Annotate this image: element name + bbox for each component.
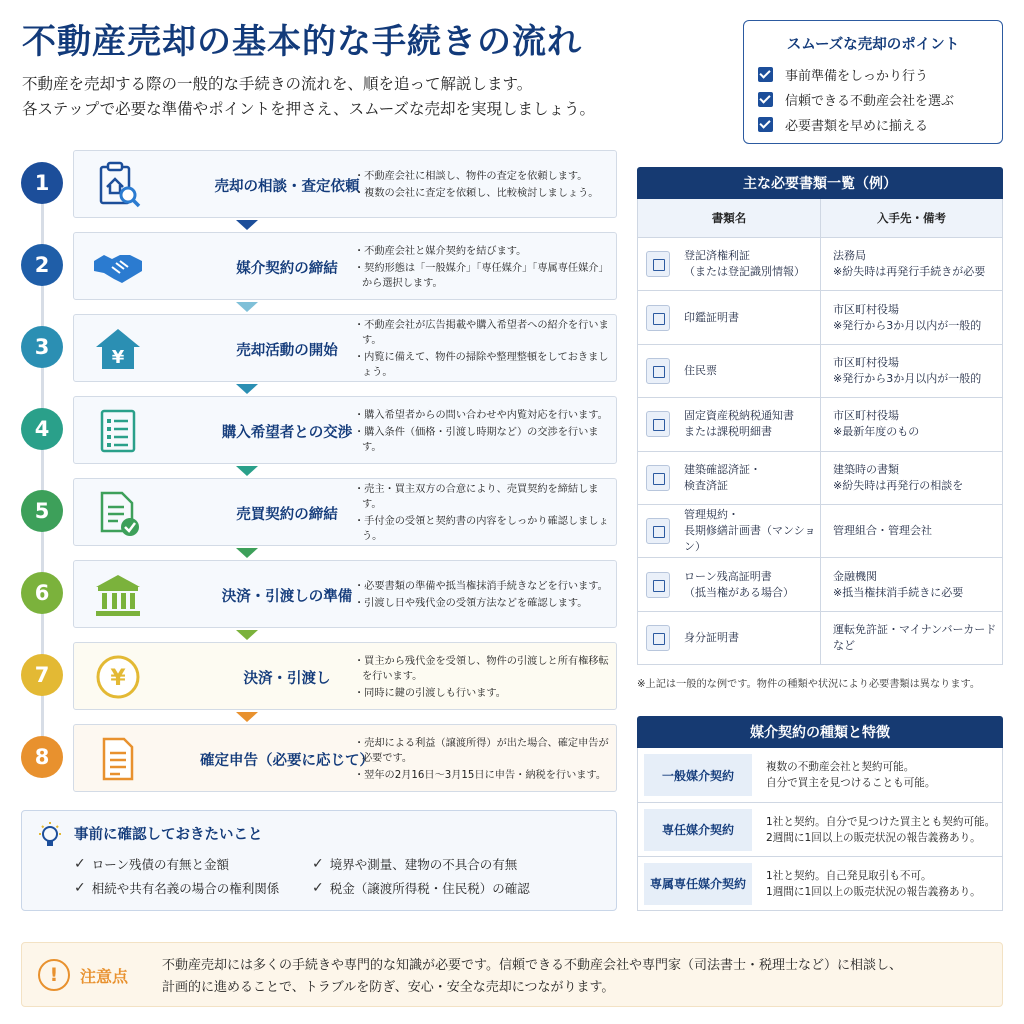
step-card-3 bbox=[73, 314, 617, 382]
document-source-line: ※発行から3か月以内が一般的 bbox=[833, 371, 982, 385]
document-source-line: ※発行から3か月以内が一般的 bbox=[833, 318, 982, 332]
pre-check-title: 事前に確認しておきたいこと bbox=[74, 827, 263, 843]
pre-check-item bbox=[74, 879, 279, 897]
step-number-5: 5 bbox=[21, 490, 63, 532]
column-header-source: 入手先・備考 bbox=[877, 211, 946, 225]
check-icon: ✓ bbox=[312, 880, 324, 896]
step-title: 売却活動の開始 bbox=[236, 342, 338, 359]
step-desc-line: ・内覧に備えて、物件の掃除や整理整頓をしておきましょう。 bbox=[354, 352, 609, 378]
document-name-line: 検査済証 bbox=[684, 478, 728, 492]
table-row bbox=[638, 290, 1002, 343]
arrow-down-icon bbox=[236, 548, 258, 558]
pre-check-item-label: ローン残債の有無と金額 bbox=[91, 857, 229, 872]
step-number-8: 8 bbox=[21, 736, 63, 778]
step-title: 決済・引渡し bbox=[243, 670, 331, 687]
agreement-type-desc-line: 1週間に1回以上の販売状況の報告義務あり。 bbox=[766, 885, 981, 898]
agreement-type-name: 専任媒介契約 bbox=[644, 809, 752, 851]
step-description bbox=[354, 725, 616, 793]
table-row bbox=[638, 802, 1002, 856]
document-check-icon bbox=[92, 487, 144, 539]
documents-note: ※上記は一般的な例です。物件の種類や状況により必要書類は異なります。 bbox=[637, 679, 981, 691]
check-icon: ✓ bbox=[74, 880, 86, 896]
agreement-types-title: 媒介契約の種類と特徴 bbox=[637, 716, 1003, 748]
agreement-type-desc-line: 1社と契約。自分で見つけた買主とも契約可能。 bbox=[766, 815, 996, 828]
checklist-icon bbox=[92, 405, 144, 457]
caution-line: 不動産売却には多くの手続きや専門的な知識が必要です。信頼できる不動産会社や専門家（司法書士・税理士など）に相談し、 bbox=[162, 958, 902, 973]
pre-check-item bbox=[312, 855, 517, 873]
page-title: 不動産売却の基本的な手続きの流れ bbox=[22, 22, 582, 62]
step-desc-line: ・引渡し日や残代金の受領方法などを確認します。 bbox=[354, 598, 588, 609]
step-desc-line: ・複数の会社に査定を依頼し、比較検討しましょう。 bbox=[354, 188, 599, 199]
document-name-line: ローン残高証明書 bbox=[684, 569, 772, 583]
pre-check-item-label: 税金（譲渡所得税・住民税）の確認 bbox=[329, 881, 530, 896]
agreement-type-description bbox=[758, 748, 1002, 802]
step-card-1 bbox=[73, 150, 617, 218]
document-source-line: 運転免許証・マイナンバーカード bbox=[833, 622, 997, 636]
agreement-types-table bbox=[637, 748, 1003, 911]
table-row bbox=[638, 856, 1002, 910]
step-desc-line: ・同時に鍵の引渡しも行います。 bbox=[354, 687, 506, 699]
points-item bbox=[758, 87, 988, 112]
agreement-type-name: 一般媒介契約 bbox=[644, 754, 752, 796]
agreement-type-description bbox=[758, 803, 1002, 856]
document-name-cell bbox=[638, 612, 821, 664]
step-card-4 bbox=[73, 396, 617, 464]
check-icon: ✓ bbox=[74, 856, 86, 872]
lightbulb-icon bbox=[36, 821, 64, 851]
documents-header-row bbox=[638, 199, 1002, 237]
step-number-6: 6 bbox=[21, 572, 63, 614]
table-row bbox=[638, 397, 1002, 450]
document-source-cell bbox=[821, 558, 1002, 610]
step-number-3: 3 bbox=[21, 326, 63, 368]
table-row bbox=[638, 451, 1002, 504]
caution-text bbox=[162, 955, 902, 999]
document-name-line: 印鑑証明書 bbox=[684, 310, 739, 324]
points-item bbox=[758, 112, 988, 137]
document-name-cell bbox=[638, 452, 821, 504]
step-number-7: 7 bbox=[21, 654, 63, 696]
document-source-line: ※紛失時は再発行手続きが必要 bbox=[833, 265, 986, 279]
step-description bbox=[354, 479, 616, 547]
step-desc-line: ・売却による利益（譲渡所得）が出た場合、確定申告が必要です。 bbox=[354, 737, 609, 764]
clipboard-house-search-icon bbox=[92, 159, 144, 211]
document-source-line: ※抵当権抹消手続きに必要 bbox=[833, 585, 964, 599]
handshake-icon bbox=[92, 241, 144, 293]
bank-icon bbox=[92, 569, 144, 621]
step-description bbox=[354, 643, 616, 711]
smooth-sale-points-box bbox=[743, 20, 1003, 144]
arrow-down-icon bbox=[236, 466, 258, 476]
agreement-types-section bbox=[637, 716, 1003, 911]
table-row bbox=[638, 237, 1002, 290]
svg-text:¥: ¥ bbox=[111, 347, 125, 368]
documents-table bbox=[637, 199, 1003, 665]
document-source-line: ※最新年度のもの bbox=[833, 425, 920, 439]
page-subtitle bbox=[22, 72, 595, 122]
document-icon bbox=[646, 251, 670, 277]
step-card-8 bbox=[73, 724, 617, 792]
document-source-line: 市区町村役場 bbox=[833, 355, 899, 369]
required-documents-section bbox=[637, 167, 1003, 690]
step-title: 決済・引渡しの準備 bbox=[221, 588, 353, 605]
agreement-type-name: 専属専任媒介契約 bbox=[644, 863, 752, 905]
table-row bbox=[638, 504, 1002, 557]
document-name-line: または課税明細書 bbox=[684, 425, 772, 439]
exclamation-icon: ! bbox=[38, 959, 70, 991]
points-title: スムーズな売却のポイント bbox=[786, 37, 960, 53]
document-source-cell bbox=[821, 291, 1002, 343]
document-name-line: （抵当権がある場合） bbox=[684, 585, 794, 599]
document-source-cell bbox=[821, 505, 1002, 557]
agreement-type-desc-line: 自分で買主を見つけることも可能。 bbox=[766, 777, 936, 789]
document-name-line: 長期修繕計画書（マンション） bbox=[684, 524, 816, 554]
step-desc-line: ・売主・買主双方の合意により、売買契約を締結します。 bbox=[354, 484, 599, 510]
yen-coin-icon bbox=[92, 651, 144, 703]
document-icon bbox=[646, 572, 670, 598]
document-source-line: 法務局 bbox=[833, 249, 866, 263]
document-name-cell bbox=[638, 558, 821, 610]
arrow-down-icon bbox=[236, 220, 258, 230]
document-name-line: 身分証明書 bbox=[684, 630, 739, 644]
house-yen-icon bbox=[92, 323, 144, 375]
step-desc-line: ・不動産会社と媒介契約を結びます。 bbox=[354, 245, 527, 257]
agreement-type-desc-line: 複数の不動産会社と契約可能。 bbox=[766, 761, 915, 773]
table-row bbox=[638, 611, 1002, 664]
pre-check-item bbox=[312, 879, 530, 897]
checkbox-icon bbox=[758, 92, 773, 107]
table-row bbox=[638, 748, 1002, 802]
pre-check-item-label: 境界や測量、建物の不具合の有無 bbox=[329, 857, 518, 872]
step-desc-line: ・購入希望者からの問い合わせや内覧対応を行います。 bbox=[354, 409, 608, 421]
step-card-6 bbox=[73, 560, 617, 628]
agreement-type-desc-line: 1社と契約。自己発見取引も不可。 bbox=[766, 869, 932, 882]
step-desc-line: ・契約形態は「一般媒介」「専任媒介」「専属専任媒介」から選択します。 bbox=[354, 262, 609, 289]
step-desc-line: ・翌年の2月16日〜3月15日に申告・納税を行います。 bbox=[354, 769, 607, 781]
agreement-type-name-cell bbox=[638, 803, 758, 856]
document-source-line: 市区町村役場 bbox=[833, 409, 899, 423]
document-name-line: 住民票 bbox=[684, 363, 717, 377]
svg-text:¥: ¥ bbox=[110, 666, 126, 691]
step-card-7 bbox=[73, 642, 617, 710]
arrow-down-icon bbox=[236, 384, 258, 394]
document-name-line: 固定資産税納税通知書 bbox=[684, 409, 794, 423]
step-desc-line: ・必要書類の準備や抵当権抹消手続きなどを行います。 bbox=[354, 581, 608, 592]
document-source-cell bbox=[821, 398, 1002, 450]
document-icon bbox=[646, 305, 670, 331]
documents-title: 主な必要書類一覧（例） bbox=[637, 167, 1003, 199]
step-desc-line: ・手付金の受領と契約書の内容をしっかり確認しましょう。 bbox=[354, 516, 609, 542]
table-row bbox=[638, 557, 1002, 610]
document-name-line: 建築確認済証・ bbox=[684, 462, 761, 476]
agreement-type-description bbox=[758, 857, 1002, 910]
step-desc-line: ・不動産会社が広告掲載や購入希望者への紹介を行います。 bbox=[354, 320, 609, 346]
arrow-down-icon bbox=[236, 630, 258, 640]
document-icon bbox=[646, 465, 670, 491]
subtitle-line: 不動産を売却する際の一般的な手続きの流れを、順を追って解説します。 bbox=[22, 75, 533, 93]
document-name-cell bbox=[638, 345, 821, 397]
document-source-line: ※紛失時は再発行の相談を bbox=[833, 478, 964, 492]
check-icon: ✓ bbox=[312, 856, 324, 872]
document-name-cell bbox=[638, 238, 821, 290]
table-row bbox=[638, 344, 1002, 397]
arrow-down-icon bbox=[236, 712, 258, 722]
document-source-cell bbox=[821, 452, 1002, 504]
document-source-cell bbox=[821, 238, 1002, 290]
document-source-line: 管理組合・管理会社 bbox=[833, 524, 932, 538]
document-source-cell bbox=[821, 612, 1002, 664]
column-header-name: 書類名 bbox=[638, 199, 821, 237]
step-description bbox=[354, 397, 616, 465]
step-desc-line: ・不動産会社に相談し、物件の査定を依頼します。 bbox=[354, 171, 588, 182]
document-name-cell bbox=[638, 291, 821, 343]
document-icon bbox=[646, 358, 670, 384]
agreement-type-desc-line: 2週間に1回以上の販売状況の報告義務あり。 bbox=[766, 831, 981, 844]
step-title: 購入希望者との交渉 bbox=[221, 424, 353, 441]
step-desc-line: ・購入条件（価格・引渡し時期など）の交渉を行います。 bbox=[354, 426, 599, 453]
document-icon bbox=[92, 733, 144, 785]
document-name-cell bbox=[638, 398, 821, 450]
agreement-type-name-cell bbox=[638, 857, 758, 910]
pre-check-item-label: 相続や共有名義の場合の権利関係 bbox=[91, 881, 280, 896]
document-source-line: 建築時の書類 bbox=[833, 462, 899, 476]
points-item-label: 信頼できる不動産会社を選ぶ bbox=[785, 94, 955, 109]
step-description bbox=[354, 561, 616, 629]
pre-check-item bbox=[74, 855, 229, 873]
document-source-line: 市区町村役場 bbox=[833, 302, 899, 316]
document-source-cell bbox=[821, 345, 1002, 397]
document-icon bbox=[646, 518, 670, 544]
step-desc-line: ・買主から残代金を受領し、物件の引渡しと所有権移転を行います。 bbox=[354, 655, 609, 682]
document-icon bbox=[646, 411, 670, 437]
document-source-line: など bbox=[833, 638, 855, 652]
subtitle-line: 各ステップで必要な準備やポイントを押さえ、スムーズな売却を実現しましょう。 bbox=[22, 100, 596, 118]
points-item-label: 必要書類を早めに揃える bbox=[785, 119, 929, 134]
checkbox-icon bbox=[758, 117, 773, 132]
step-number-2: 2 bbox=[21, 244, 63, 286]
step-card-2 bbox=[73, 232, 617, 300]
document-name-cell bbox=[638, 505, 821, 557]
step-title: 売却の相談・査定依頼 bbox=[214, 178, 360, 195]
pre-check-box bbox=[21, 810, 617, 911]
points-item-label: 事前準備をしっかり行う bbox=[785, 69, 929, 84]
caution-box bbox=[21, 942, 1003, 1007]
agreement-type-name-cell bbox=[638, 748, 758, 802]
step-title: 確定申告（必要に応じて） bbox=[200, 752, 374, 769]
document-icon bbox=[646, 625, 670, 651]
document-name-line: 管理規約・ bbox=[684, 508, 739, 522]
arrow-down-icon bbox=[236, 302, 258, 312]
caution-label: 注意点 bbox=[80, 967, 129, 986]
caution-line: 計画的に進めることで、トラブルを防ぎ、安心・安全な売却につながります。 bbox=[162, 980, 615, 995]
points-item bbox=[758, 62, 988, 87]
document-name-line: （または登記識別情報） bbox=[684, 265, 805, 279]
document-source-line: 金融機関 bbox=[833, 569, 877, 583]
step-card-5 bbox=[73, 478, 617, 546]
step-description bbox=[354, 233, 616, 301]
step-description bbox=[354, 151, 616, 219]
step-title: 売買契約の締結 bbox=[236, 506, 338, 523]
checkbox-icon bbox=[758, 67, 773, 82]
step-description bbox=[354, 315, 616, 383]
step-title: 媒介契約の締結 bbox=[236, 260, 338, 277]
step-number-4: 4 bbox=[21, 408, 63, 450]
step-number-1: 1 bbox=[21, 162, 63, 204]
document-name-line: 登記済権利証 bbox=[684, 249, 750, 263]
